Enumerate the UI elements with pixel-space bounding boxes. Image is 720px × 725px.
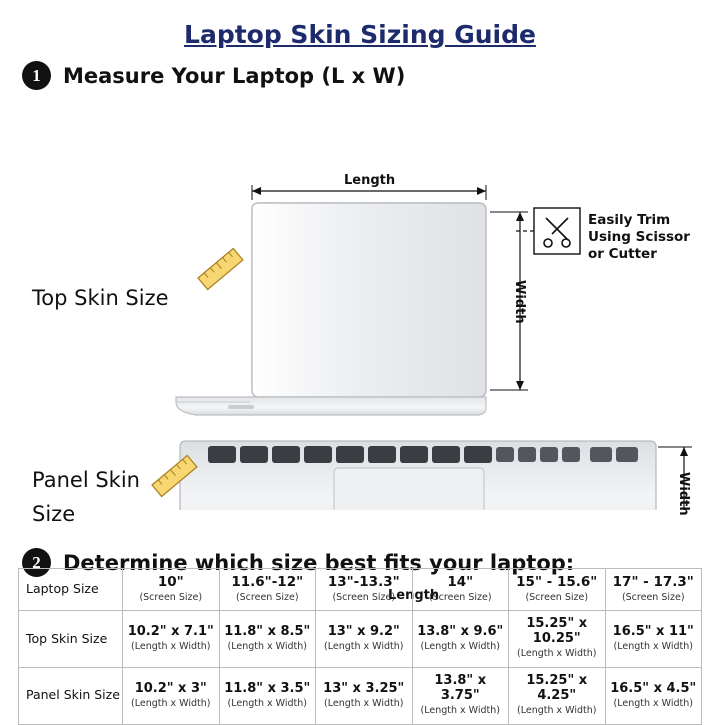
table-cell (509, 611, 606, 668)
trim-note (588, 212, 690, 263)
table-cell (412, 668, 509, 725)
table-cell (605, 611, 702, 668)
table-cell (316, 569, 413, 611)
cell-sub: (Length x Width) (613, 640, 693, 652)
cell-main: 15.25" x 4.25" (526, 673, 588, 704)
cell-sub: (Length x Width) (613, 697, 693, 709)
cell-main: 11.8" x 3.5" (224, 680, 311, 696)
cell-main: 16.5" x 11" (612, 623, 694, 639)
cell-main: 10" (157, 574, 184, 590)
table-cell (605, 569, 702, 611)
cell-sub: (Length x Width) (517, 705, 597, 717)
panel-skin-size-label-line2: Size (32, 502, 76, 526)
step-1-text: Measure Your Laptop (L x W) (63, 63, 406, 88)
sizing-table-wrapper (18, 568, 702, 725)
cell-main: 10.2" x 7.1" (127, 623, 214, 639)
table-row (19, 569, 702, 611)
cell-sub: (Screen Size) (332, 591, 396, 603)
cell-sub: (Length x Width) (420, 705, 500, 717)
cell-sub: (Screen Size) (139, 591, 203, 603)
table-cell (605, 668, 702, 725)
cell-sub: (Screen Size) (621, 591, 685, 603)
cell-main: 10.2" x 3" (134, 680, 207, 696)
trim-note-line-1: Easily Trim (588, 212, 671, 228)
cell-main: 15" - 15.6" (516, 574, 598, 590)
cell-sub: (Length x Width) (227, 697, 307, 709)
table-cell (219, 611, 316, 668)
cell-main: 15.25" x 10.25" (526, 616, 588, 647)
table-cell (219, 569, 316, 611)
cell-sub: (Length x Width) (131, 697, 211, 709)
step-1-badge: 1 (22, 61, 51, 90)
table-cell (123, 569, 220, 611)
cell-main: 13.8" x 9.6" (417, 623, 504, 639)
cell-main: 11.6"-12" (231, 574, 304, 590)
table-row (19, 668, 702, 725)
table-cell (316, 611, 413, 668)
cell-main: 13" x 3.25" (323, 680, 405, 696)
table-cell (412, 569, 509, 611)
cell-sub: (Length x Width) (131, 640, 211, 652)
table-cell (509, 569, 606, 611)
trim-note-line-2: Using Scissor (588, 228, 690, 245)
table-cell (509, 668, 606, 725)
top-skin-size-label: Top Skin Size (32, 286, 169, 310)
cell-sub: (Screen Size) (428, 591, 492, 603)
cell-sub: (Length x Width) (324, 640, 404, 652)
cell-main: 14" (447, 574, 474, 590)
cell-sub: (Screen Size) (525, 591, 589, 603)
step-1-heading (0, 61, 720, 90)
cell-sub: (Length x Width) (324, 697, 404, 709)
cell-sub: (Length x Width) (420, 640, 500, 652)
row-header-panel-skin-size: Panel Skin Size (19, 668, 123, 725)
row-header-top-skin-size: Top Skin Size (19, 611, 123, 668)
panel-length-label: Length (388, 588, 440, 603)
cell-main: 16.5" x 4.5" (610, 680, 697, 696)
row-header-laptop-size: Laptop Size (19, 569, 123, 611)
table-cell (316, 668, 413, 725)
cell-main: 13" x 9.2" (327, 623, 400, 639)
sizing-table (18, 568, 702, 725)
cell-sub: (Length x Width) (517, 648, 597, 660)
table-cell (412, 611, 509, 668)
panel-width-label: Width (676, 472, 691, 516)
panel-skin-size-label-line1: Panel Skin (32, 468, 140, 492)
cell-main: 11.8" x 8.5" (224, 623, 311, 639)
cell-sub: (Length x Width) (227, 640, 307, 652)
table-row (19, 611, 702, 668)
table-cell (123, 668, 220, 725)
top-width-label: Width (512, 280, 527, 324)
cell-main: 17" - 17.3" (612, 574, 694, 590)
top-length-label: Length (344, 173, 396, 188)
page-title: Laptop Skin Sizing Guide (184, 20, 536, 49)
step-2-text: Determine which size best fits your laptop: (63, 550, 575, 575)
trim-note-line-3: or Cutter (588, 245, 657, 262)
table-cell (219, 668, 316, 725)
cell-main: 13"-13.3" (327, 574, 400, 590)
step-2-badge: 2 (22, 548, 51, 577)
cell-sub: (Screen Size) (235, 591, 299, 603)
table-cell (123, 611, 220, 668)
cell-main: 13.8" x 3.75" (434, 673, 487, 704)
